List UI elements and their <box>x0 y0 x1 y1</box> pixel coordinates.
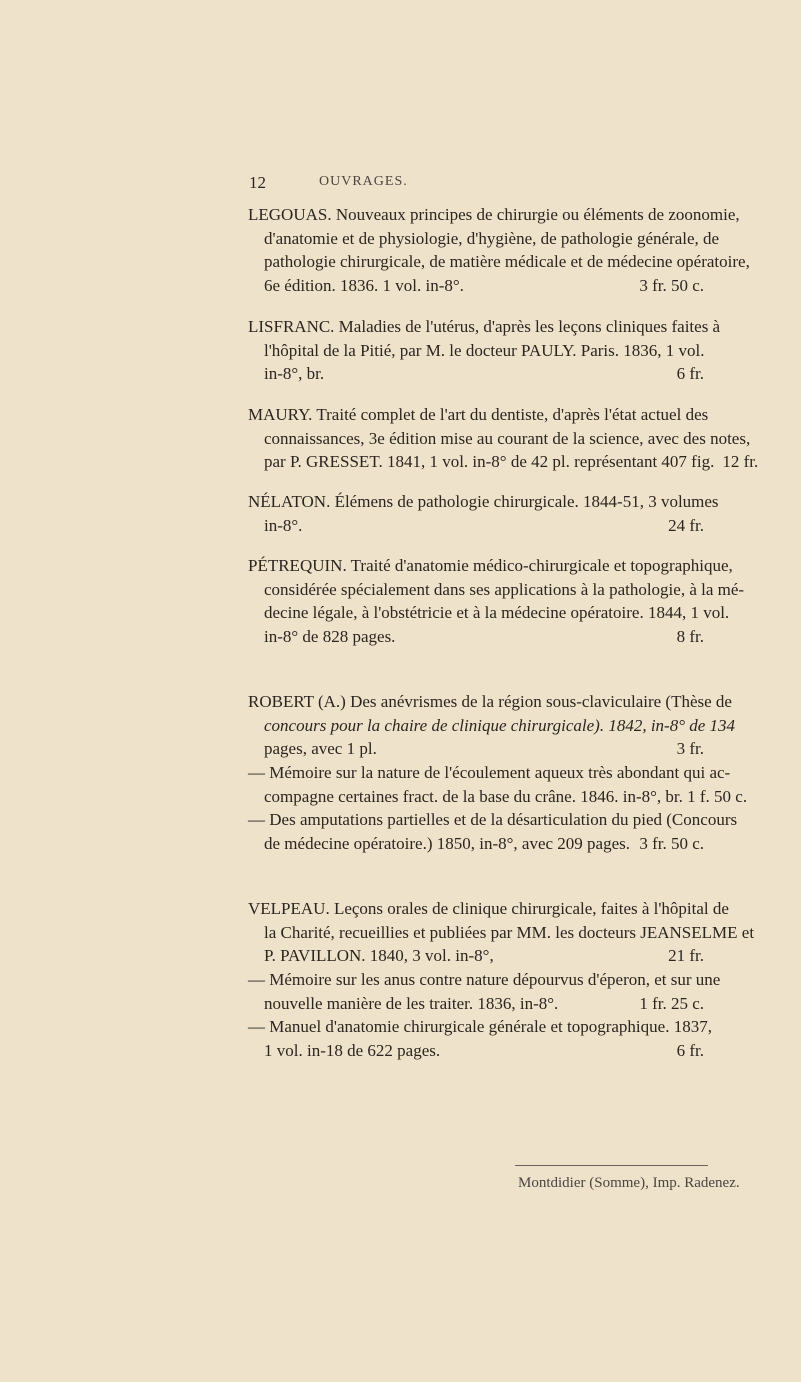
entry-line <box>248 992 704 1016</box>
entry-text: LEGOUAS. Nouveaux principes de chirurgie ou éléments de zoonomie, <box>248 205 740 224</box>
entry-line <box>248 601 730 625</box>
catalog-entry <box>248 203 750 298</box>
entry-line <box>248 427 751 451</box>
entry-text: decine légale, à l'obstétricie et à la médecine opératoire. 1844, 1 vol. <box>264 603 730 623</box>
entry-text: — Des amputations partielles et de la désarticulation du pied (Concours <box>248 810 738 830</box>
entry-text: VELPEAU. Leçons orales de clinique chirurgicale, faites à l'hôpital de <box>248 899 729 918</box>
entry-text: nouvelle manière de les traiter. 1836, in-8°. <box>264 993 559 1013</box>
entry-line <box>248 761 731 785</box>
entry-line <box>248 968 721 992</box>
entry-price: 8 fr. <box>676 627 704 647</box>
entry-line <box>248 921 755 945</box>
running-title: OUVRAGES. <box>319 174 408 189</box>
entry-text: — Mémoire sur les anus contre nature dépourvus d'éperon, et sur une <box>248 970 721 990</box>
entry-text: MAURY. Traité complet de l'art du dentiste, d'après l'état actuel des <box>248 405 709 424</box>
entry-price: 3 fr. <box>676 739 704 759</box>
entry-line <box>248 362 704 386</box>
entry-text: P. PAVILLON. 1840, 3 vol. in-8°, <box>264 946 494 966</box>
entry-line <box>248 450 759 474</box>
entry-price: 3 fr. 50 c. <box>639 834 704 854</box>
entry-text: de médecine opératoire.) 1850, in-8°, avec 209 pages. <box>264 834 631 854</box>
entry-text: pages, avec 1 pl. <box>264 739 377 759</box>
entry-line <box>248 274 704 298</box>
entry-text: in-8°, br. <box>264 364 325 384</box>
catalog-entry <box>248 690 748 856</box>
footer-divider <box>515 1165 708 1166</box>
entry-line <box>248 897 729 921</box>
catalog-entry <box>248 315 721 386</box>
entry-line <box>248 339 704 363</box>
entry-price: 24 fr. <box>668 515 704 535</box>
entry-text: compagne certaines fract. de la base du crâne. 1846. in-8°, br. 1 f. 50 c. <box>264 786 748 806</box>
entry-line <box>248 315 721 339</box>
entry-line <box>248 690 732 714</box>
entry-line <box>248 625 704 649</box>
entry-text: concours pour la chaire de clinique chirurgicale). 1842, in-8° de 134 <box>264 715 736 735</box>
entry-line <box>248 227 720 251</box>
catalog-entry <box>248 490 719 537</box>
entry-text: — Mémoire sur la nature de l'écoulement aqueux très abondant qui ac- <box>248 763 731 783</box>
catalog-entry <box>248 403 759 474</box>
entry-price: 6 fr. <box>676 364 704 384</box>
entry-price: 12 fr. <box>722 452 759 472</box>
entry-line <box>248 490 719 514</box>
entry-line <box>248 578 745 602</box>
entry-line <box>248 250 750 274</box>
catalog-entry <box>248 554 745 649</box>
entry-line <box>248 737 704 761</box>
entry-text: pathologie chirurgicale, de matière médicale et de médecine opératoire, <box>264 252 750 272</box>
entry-line <box>248 944 704 968</box>
entry-price: 21 fr. <box>668 946 704 966</box>
entry-price: 3 fr. 50 c. <box>639 276 704 296</box>
entry-line <box>248 514 704 538</box>
printer-imprint: Montdidier (Somme), Imp. Radenez. <box>518 1175 740 1191</box>
entry-text: in-8° de 828 pages. <box>264 627 396 647</box>
entry-text: la Charité, recueillies et publiées par MM. les docteurs JEANSELME et <box>264 922 755 942</box>
entry-line <box>248 403 709 427</box>
page-header <box>249 173 408 193</box>
entry-text: l'hôpital de la Pitié, par M. le docteur PAULY. Paris. 1836, 1 vol. <box>264 340 705 360</box>
entry-line <box>248 1039 704 1063</box>
entry-line <box>248 554 733 578</box>
entry-text: ROBERT (A.) Des anévrismes de la région sous-claviculaire (Thèse de <box>248 692 732 711</box>
entry-text: — Manuel d'anatomie chirurgicale générale et topographique. 1837, <box>248 1017 712 1037</box>
entry-text: d'anatomie et de physiologie, d'hygiène, de pathologie générale, de <box>264 228 720 248</box>
entry-price: 6 fr. <box>676 1041 704 1061</box>
entry-line <box>248 785 748 809</box>
entry-line <box>248 203 740 227</box>
catalog-entry <box>248 897 755 1063</box>
entry-line <box>248 808 738 832</box>
entry-text: LISFRANC. Maladies de l'utérus, d'après les leçons cliniques faites à <box>248 317 721 336</box>
entry-text: PÉTREQUIN. Traité d'anatomie médico-chirurgicale et topographique, <box>248 556 733 575</box>
entry-line <box>248 832 704 856</box>
entry-text: connaissances, 3e édition mise au courant de la science, avec des notes, <box>264 428 751 448</box>
entry-text: 6e édition. 1836. 1 vol. in-8°. <box>264 276 464 296</box>
entry-text: in-8°. <box>264 515 303 535</box>
entry-text: 1 vol. in-18 de 622 pages. <box>264 1041 441 1061</box>
entry-text: considérée spécialement dans ses applications à la pathologie, à la mé- <box>264 579 745 599</box>
entry-line <box>248 714 736 738</box>
page-number: 12 <box>249 173 266 192</box>
entry-text: NÉLATON. Élémens de pathologie chirurgicale. 1844-51, 3 volumes <box>248 492 719 511</box>
entry-text: par P. GRESSET. 1841, 1 vol. in-8° de 42 pl. représentant 407 fig. <box>264 452 715 472</box>
entry-line <box>248 1015 712 1039</box>
entry-price: 1 fr. 25 c. <box>639 993 704 1013</box>
